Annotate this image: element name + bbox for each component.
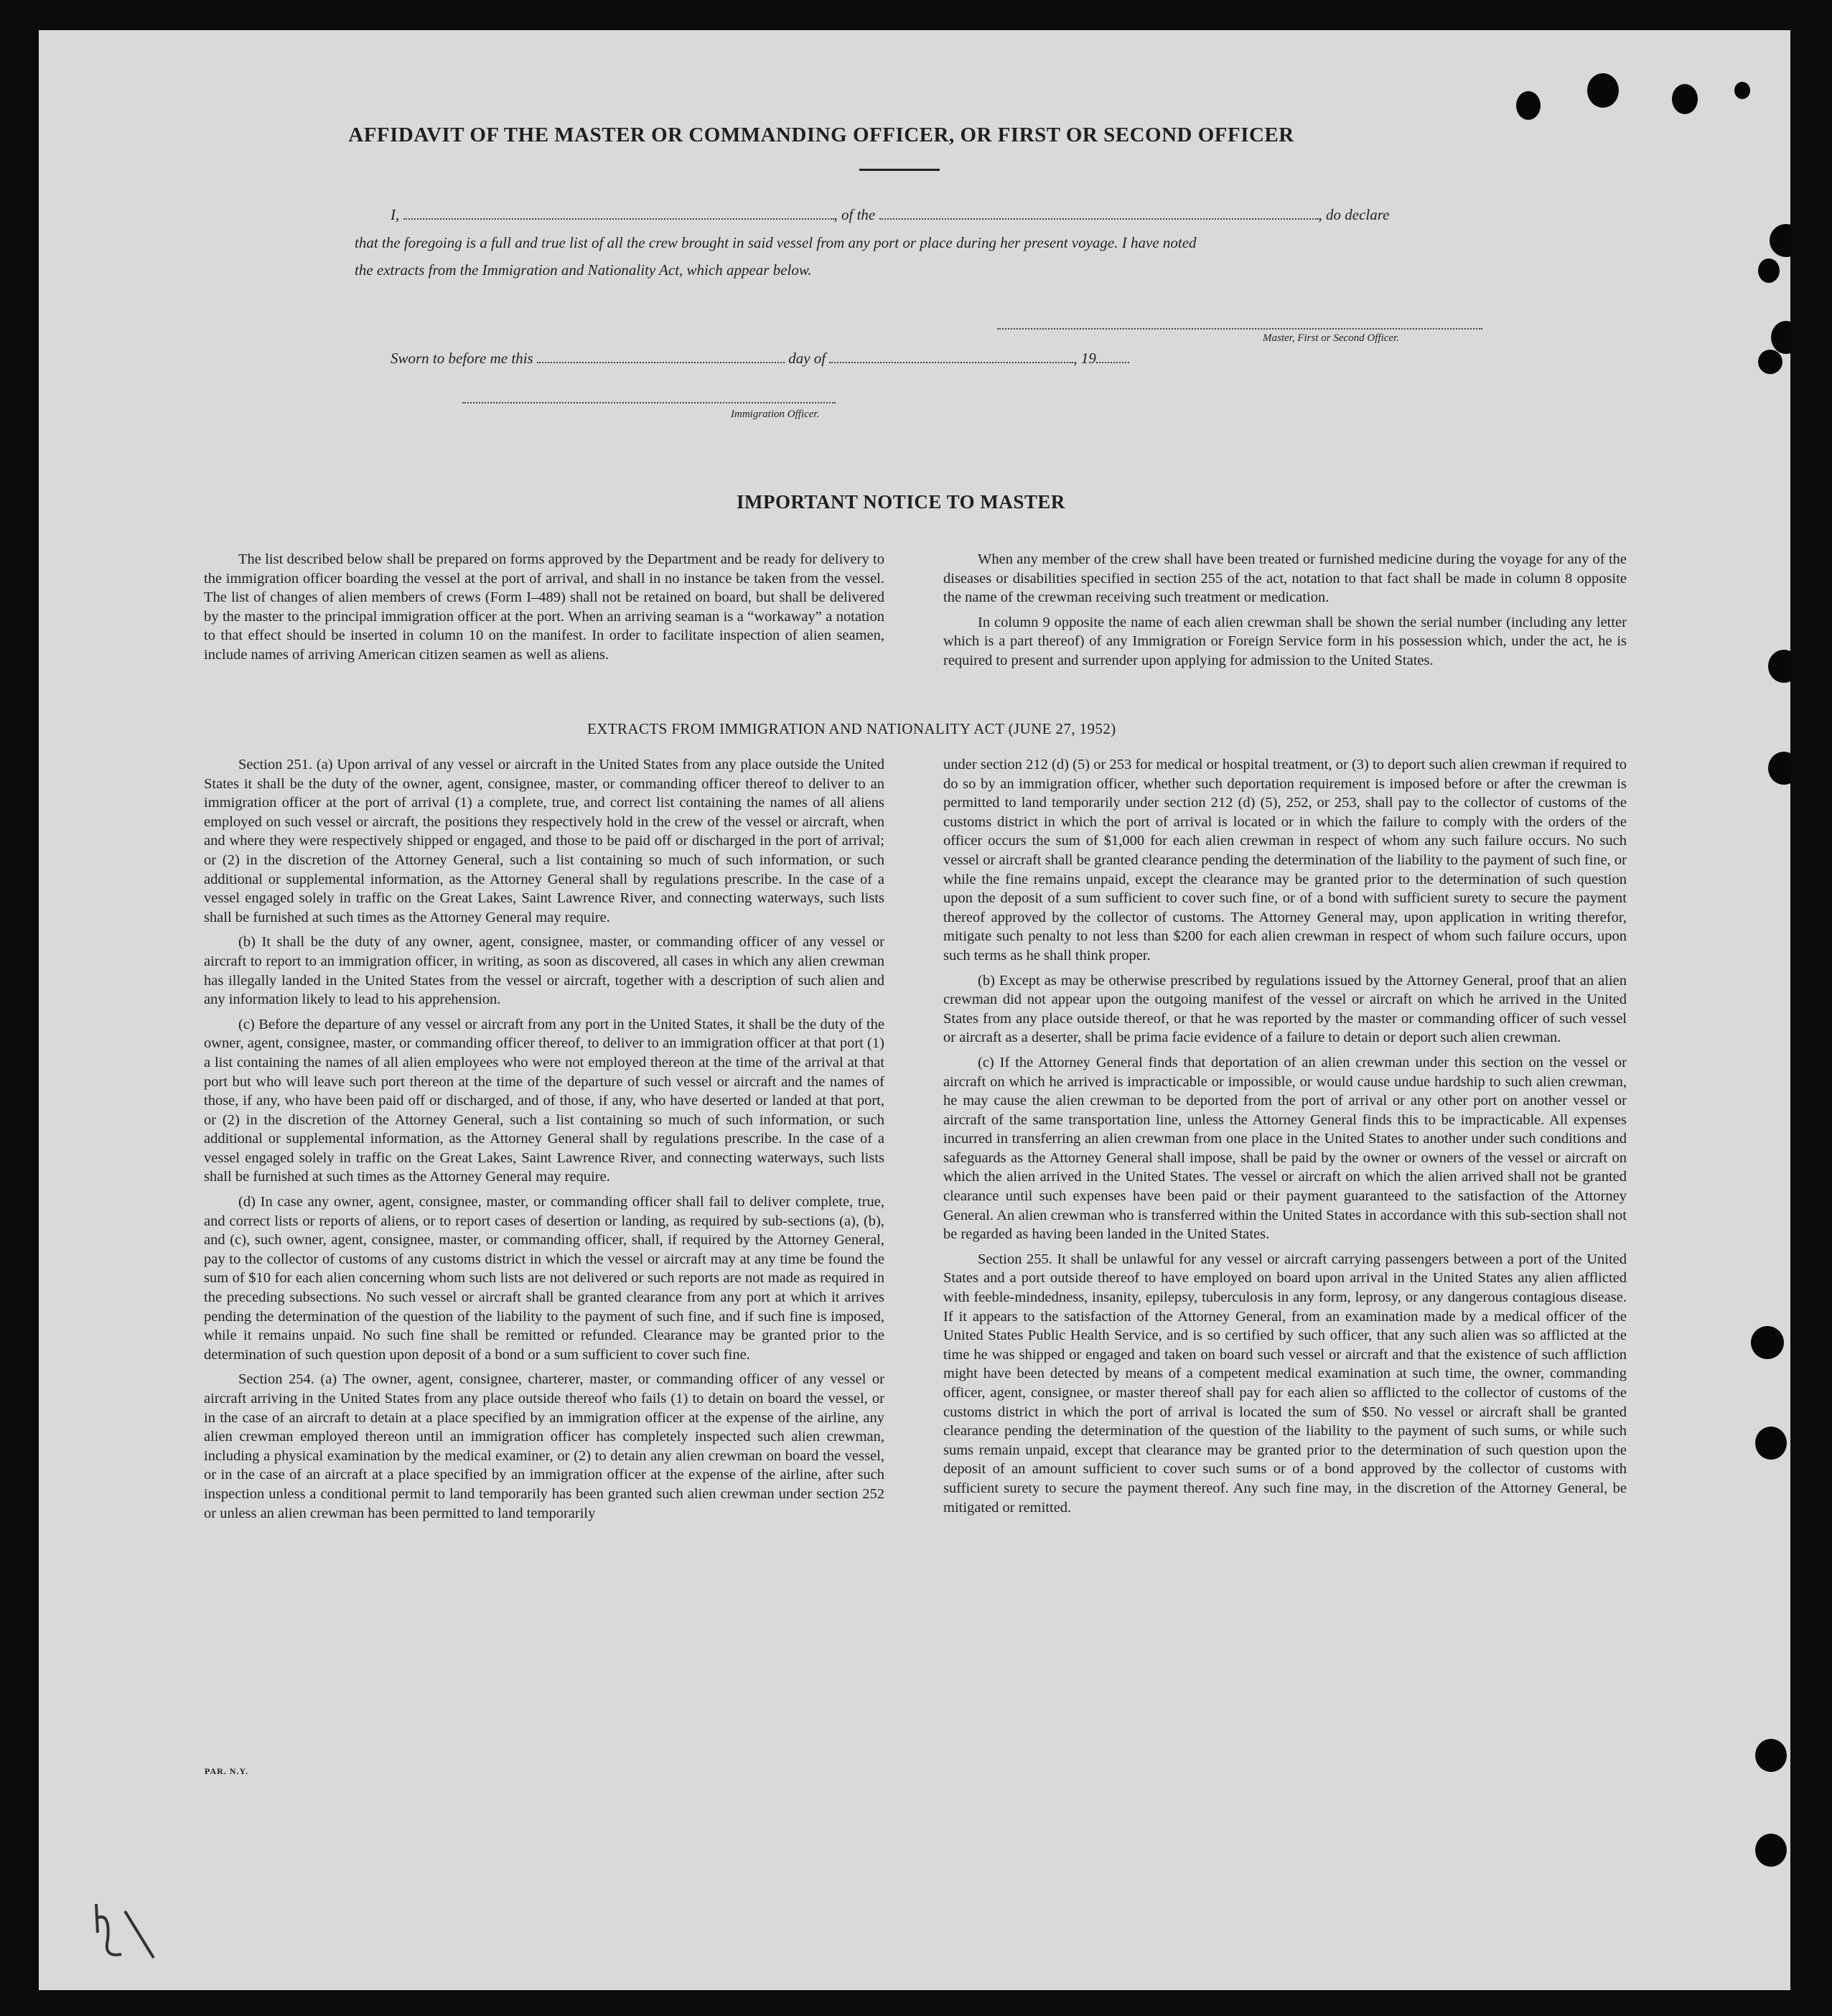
sworn-day-of: day of [788, 350, 826, 367]
officer-caption: Immigration Officer. [731, 409, 820, 420]
notice-left-paragraph: The list described below shall be prepared on forms approved by the Department and be ready for delivery to the immigration officer boarding the vessel at the port of arrival, and shall in no instance be taken from the vessel. The list of changes of alien members of crews (Form I–489) shall not be retained on board, but shall be delivered by the master to the principal immigration officer at the port. When an arriving seaman is a “workaway” a notation to that effect should be inserted in column 10 on the manifest. In order to facilitate inspection of alien seamen, include names of arriving American citizen seamen as well as aliens. [204, 551, 884, 663]
decl-do-declare: , do declare [1318, 206, 1390, 223]
punch-hole [1751, 1326, 1784, 1359]
decl-i: I, [391, 206, 400, 223]
extracts-left-column [204, 755, 884, 1529]
handwritten-mark [82, 1890, 168, 1969]
declaration-line-1 [391, 206, 1389, 224]
punch-hole [1758, 350, 1782, 374]
sworn-year-blank[interactable] [1096, 350, 1129, 363]
section-255: Section 255. It shall be unlawful for any vessel or aircraft carrying passengers between a port of the United States and a port outside thereof to have employed on board upon arrival in the United States any alien afflicted with feeble-mindedness, insanity, epilepsy, tuberculosis in any form, leprosy, or any dangerous contagious disease. If it appears to the satisfaction of the Attorney General, from an examination made by a medical officer of the United States Public Health Service, and is so certified by such officer, that any such alien was so afflicted at the time he was shipped or engaged and taken on board such vessel or aircraft and that the existence of such affliction might have been detected by means of a competent medical examination at such time, the owner, commanding officer, agent, consignee, or master thereof shall pay for each alien so afflicted to the collector of customs of the customs district in which the port of arrival is located the sum of $50. No vessel or aircraft shall be granted clearance pending the determination of the question of the liability to the payment of such sums, or while such sums remain unpaid, except that clearance may be granted prior to the determination of such question upon the deposit of an amount sufficient to cover such sums or of a bond approved by the collector of customs with sufficient surety to secure the payment thereof. Any such fine may, in the discretion of the Attorney General, be mitigated or remitted. [943, 1251, 1627, 1516]
section-251-d: (d) In case any owner, agent, consignee, master, or commanding officer shall fail to deliver complete, true, and correct lists or reports of aliens, or to report cases of desertion or landing, as required by sub-sections (a), (b), and (c), such owner, agent, consignee, master, or commanding officer, shall, if required by the Attorney General, pay to the collector of customs of any customs district in which the vessel or aircraft may at any time be found the sum of $10 for each alien concerning whom such lists are not delivered or such reports are not made as required in the preceding subsections. No such vessel or aircraft shall be granted clearance from any port at which it arrives pending the determination of the question of the liability to the payment of such fine, and if such fine is imposed, while it remains unpaid. No such fine shall be remitted or refunded. Clearance may be granted prior to the determination of such question upon deposit of a bond or a sum sufficient to cover such fine. [204, 1194, 884, 1363]
punch-hole [1516, 91, 1541, 120]
printer-mark: PAR. N.Y. [205, 1766, 249, 1776]
punch-hole [1672, 84, 1698, 114]
affidavit-title: AFFIDAVIT OF THE MASTER OR COMMANDING OFFICER, OR FIRST OR SECOND OFFICER [348, 123, 1294, 146]
master-caption: Master, First or Second Officer. [1263, 332, 1399, 344]
punch-hole [1755, 1739, 1787, 1772]
section-254-a: Section 254. (a) The owner, agent, consignee, charterer, master, or commanding officer of any vessel or aircraft arriving in the United States from any place outside thereof who fails (1) to detain on board the vessel, or in the case of an aircraft to detain at a place specified by an immigration officer at the expense of the airline, any alien crewman employed thereon until an immigration officer has completely inspected such alien crewman, including a physical examination by the medical examiner, or (2) to detain any alien crewman on board the vessel, or in the case of an aircraft at a place specified by an immigration officer at the expense of the airline, after such inspection unless a conditional permit to land temporarily has been granted such alien crewman under section 252 or unless an alien crewman has been permitted to land temporarily [204, 1371, 884, 1521]
section-254-c: (c) If the Attorney General finds that deportation of an alien crewman under this section on the vessel or aircraft on which he arrived is impracticable or impossible, or would cause undue hardship to such alien crewman, he may cause the alien crewman to be deported from the port of arrival or any other port on another vessel or aircraft of the same transportation line, unless the Attorney General finds this to be impracticable. All expenses incurred in transferring an alien crewman from one place in the United States to another under such conditions and safeguards as the Attorney General shall impose, shall be paid by the owner or owners of the vessel or aircraft on which the alien arrived in the United States. The vessel or aircraft on which the alien arrived shall not be granted clearance until such expenses have been paid or their payment guaranteed to the satisfaction of the Attorney General. An alien crewman who is transferred within the United States in accordance with this sub-section shall not be regarded as having been landed in the United States. [943, 1054, 1627, 1243]
punch-hole [1755, 1427, 1787, 1460]
punch-hole [1768, 650, 1790, 683]
punch-hole [1755, 1834, 1787, 1867]
section-251-a: Section 251. (a) Upon arrival of any vessel or aircraft in the United States from any place outside the United States it shall be the duty of the owner, agent, consignee, master, or commanding officer thereof to deliver to an immigration officer at the port of arrival (1) a complete, true, and correct list containing the names of all aliens employed on such vessel or aircraft, the positions they respectively hold in the crew of the vessel or aircraft, when and where they were respectively shipped or engaged, and those to be paid off or discharged in the port of arrival; or (2) in the discretion of the Attorney General, such a list containing so much of such information, or such additional or supplemental information, as the Attorney General shall by regulations prescribe. In the case of a vessel engaged solely in traffic on the Great Lakes, Saint Lawrence River, and connecting waterways, such lists shall be furnished at such times as the Attorney General may require. [204, 757, 884, 925]
document-page [39, 30, 1790, 1990]
sworn-prefix: Sworn to before me this [391, 350, 533, 367]
punch-hole [1734, 82, 1750, 99]
notice-right-paragraph-1: When any member of the crew shall have been treated or furnished medicine during the voyage for any of the diseases or disabilities specified in section 255 of the act, notation to that fact shall be made in column 8 opposite the name of the crewman receiving such treatment or medication. [943, 551, 1627, 606]
section-251-b: (b) It shall be the duty of any owner, agent, consignee, master, or commanding officer of any vessel or aircraft to report to an immigration officer, in writing, as soon as discovered, all cases in which any alien crewman has illegally landed in the United States from the vessel or aircraft, together with a description of such alien and any information likely to lead to his apprehension. [204, 934, 884, 1008]
punch-hole [1768, 752, 1790, 785]
notice-right-paragraph-2: In column 9 opposite the name of each alien crewman shall be shown the serial number (including any letter which is a part thereof) of any Immigration or Foreign Service form in his possession which, under the act, he is required to present and surrender upon applying for admission to the United States. [943, 614, 1627, 668]
notice-right-column [943, 550, 1627, 676]
sworn-day-blank[interactable] [537, 350, 785, 363]
section-251-c: (c) Before the departure of any vessel or aircraft from any port in the United States, it shall be the duty of the owner, agent, consignee, master, or commanding officer thereof, to deliver to an immigration officer at that port (1) a list containing the names of all alien employees who were not employed thereon at the time of the arrival at that port but who will leave such port thereon at the time of the departure of such vessel or aircraft and the names of those, if any, who have been paid off or discharged, and of those, if any, who have deserted or landed at that port, or (2) in the discretion of the Attorney General, such a list containing so much of such information, or such additional or supplemental information, as the Attorney General shall by regulations prescribe. In the case of a vessel engaged solely in traffic on the Great Lakes, Saint Lawrence River, and connecting waterways, such lists shall be furnished at such times as the Attorney General may require. [204, 1016, 884, 1185]
extracts-heading: EXTRACTS FROM IMMIGRATION AND NATIONALITY ACT (JUNE 27, 1952) [587, 720, 1116, 737]
sworn-month-blank[interactable] [829, 350, 1073, 363]
punch-hole [1758, 258, 1780, 283]
master-signature-line[interactable] [997, 328, 1482, 330]
punch-hole [1587, 73, 1619, 108]
vessel-blank[interactable] [879, 207, 1319, 220]
sworn-line [391, 350, 1129, 368]
declaration-line-2: that the foregoing is a full and true list of all the crew brought in said vessel from any port or place during her present voyage. I have noted [355, 234, 1197, 251]
declaration-line-3: the extracts from the Immigration and Nationality Act, which appear below. [355, 261, 812, 279]
punch-hole [1770, 224, 1790, 257]
notice-heading: IMPORTANT NOTICE TO MASTER [737, 491, 1065, 513]
officer-signature-line[interactable] [462, 402, 836, 403]
notice-left-column [204, 550, 884, 671]
section-254-b: (b) Except as may be otherwise prescribed by regulations issued by the Attorney General, proof that an alien crewman did not appear upon the outgoing manifest of the vessel or aircraft on which he arrived in the United States from any place outside thereof, or that he was reported by the master or commanding officer of such vessel or aircraft as a deserter, shall be prima facie evidence of a failure to detain or deport such alien crewman. [943, 972, 1627, 1046]
section-254-a-continued: under section 212 (d) (5) or 253 for medical or hospital treatment, or (3) to deport such alien crewman if required to do so by an immigration officer, whether such deportation requirement is imposed before or after the crewman is permitted to land temporarily under section 212 (d) (5), 252, or 253, shall pay to the collector of customs of the customs district in which the port of arrival is located or in which the failure to comply with the orders of the officer occurs the sum of $1,000 for each alien crewman in respect of whom any such failure occurs. No such vessel or aircraft shall be granted clearance pending the determination of the liability to the payment of such fine, or while the fine remains unpaid, except the clearance may be granted prior to the determination of such question upon the deposit of a sum sufficient to cover such fine, or of a bond with sufficient surety to secure the payment thereof approved by the collector of customs. The Attorney General may, upon application in writing therefor, mitigate such penalty to not less than $200 for each alien crewman in respect of whom such failure occurs, upon such terms as he shall think proper. [943, 757, 1627, 963]
title-underline [859, 169, 940, 171]
extracts-right-column [943, 755, 1627, 1523]
name-blank[interactable] [403, 207, 834, 220]
decl-of-the: , of the [833, 206, 876, 223]
punch-hole [1771, 321, 1790, 354]
sworn-year: , 19 [1073, 350, 1096, 367]
